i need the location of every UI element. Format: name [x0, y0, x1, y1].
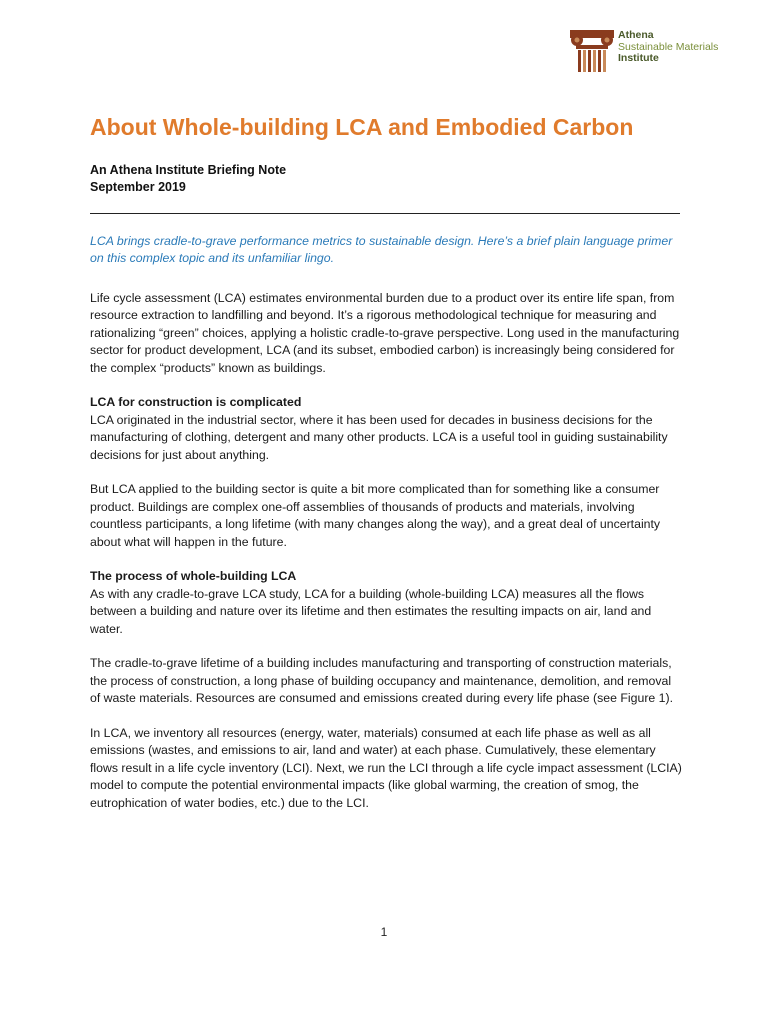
paragraph-building-complexity: But LCA applied to the building sector is quite a bit more complicated than for something like a consumer product. Buildings are complex one-off assemblies of thousands of products and materials, involving countless participants, a long lifetime (with many changes along the way), and a great deal of uncertainty about what will happen in the future.: [90, 482, 661, 549]
paragraph-lca-definition: Life cycle assessment (LCA) estimates environmental burden due to a product over its entire life span, from resource extraction to landfilling and beyond. It’s a rigorous methodological technique for measuring and rationalizing “green” choices, applying a holistic cradle-to-grave perspective. Long used in the manufacturing sector for product development, LCA (and its subset, embodied carbon) is increasingly being considered for the complex “products” known as buildings.: [90, 291, 680, 375]
heading-lca-construction: LCA for construction is complicated: [90, 395, 302, 410]
page-title: About Whole-building LCA and Embodied Carbon: [90, 114, 634, 140]
body-text: [90, 290, 682, 830]
briefing-note-label: An Athena Institute Briefing Note: [90, 163, 287, 177]
header-divider: [90, 213, 680, 214]
paragraph-lci-lcia: In LCA, we inventory all resources (energy, water, materials) consumed at each life phase as well as all emissions (wastes, and emissions to air, land and water) at each phase. Cumulatively, these elementary flows result in a life cycle inventory (LCI). Next, we run the LCI through a life cycle impact assessment (LCIA) model to compute the potential environmental impacts (like global warming, the creation of smog, the eutrophication of water bodies, etc.) due to the LCI.: [90, 726, 682, 810]
athena-logo: [570, 28, 760, 76]
logo-text: [618, 30, 718, 65]
logo-line-institute: Institute: [618, 52, 659, 64]
intro-paragraph: LCA brings cradle-to-grave performance metrics to sustainable design. Here’s a brief plain language primer on this complex topic and its unfamiliar lingo.: [90, 234, 673, 265]
paragraph-lca-origin: LCA originated in the industrial sector, where it has been used for decades in business decisions for the manufacturing of clothing, detergent and many other products. LCA is a useful tool in guiding sustainability decisions for just about anything.: [90, 412, 668, 462]
briefing-note-date: September 2019: [90, 180, 186, 194]
column-capital-icon: [570, 28, 614, 74]
page-number: 1: [380, 925, 388, 939]
logo-line-sustainable-materials: Sustainable Materials: [618, 40, 719, 53]
logo-line-athena: Athena: [618, 29, 654, 41]
heading-whole-building-process: The process of whole-building LCA: [90, 569, 297, 584]
briefing-note-header: [90, 162, 286, 196]
paragraph-whole-building-lca: As with any cradle-to-grave LCA study, LCA for a building (whole-building LCA) measures all the flows between a building and nature over its lifetime and then estimates the resulting impacts on air, land and water.: [90, 586, 652, 636]
paragraph-building-lifetime: The cradle-to-grave lifetime of a building includes manufacturing and transporting of construction materials, the process of construction, a long phase of building occupancy and maintenance, demolition, and removal of waste materials. Resources are consumed and emissions created during every life phase (see Figure 1).: [90, 656, 674, 706]
